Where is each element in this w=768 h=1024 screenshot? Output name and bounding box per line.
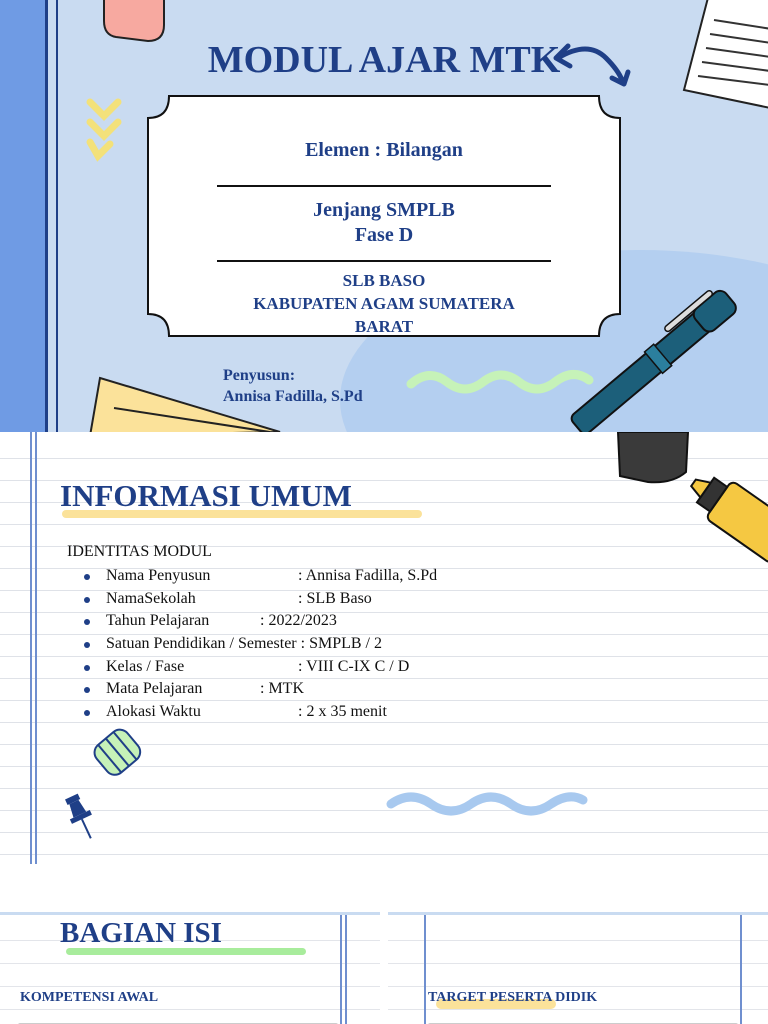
list-item <box>82 701 387 724</box>
fase-label: Fase D <box>354 224 414 246</box>
school-region: KABUPATEN AGAM SUMATERA <box>253 294 515 313</box>
identity-list <box>82 565 438 724</box>
pen-icon <box>560 265 768 432</box>
identitas-label: IDENTITAS MODUL <box>67 543 212 560</box>
kompetensi-awal-label: KOMPETENSI AWAL <box>20 990 159 1005</box>
item-label: Nama Penyusun <box>106 567 211 584</box>
school-region-cont: BARAT <box>354 317 414 336</box>
item-value: : 2 x 35 menit <box>298 703 387 721</box>
cover-slide <box>0 0 768 432</box>
item-value: : Annisa Fadilla, S.Pd <box>298 567 438 584</box>
cover-title: MODUL AJAR MTK <box>207 39 561 81</box>
push-pin-icon <box>64 792 100 842</box>
item-value: : 2022/2023 <box>260 612 337 630</box>
list-item <box>82 610 382 633</box>
item-label: Satuan Pendidikan / Semester <box>106 635 297 653</box>
author-label: Penyusun: <box>223 367 296 384</box>
item-label: NamaSekolah <box>106 589 196 607</box>
title-card <box>147 95 621 337</box>
highlighter-marker-icon <box>612 432 768 572</box>
info-slide <box>0 432 768 864</box>
item-value: : MTK <box>260 680 304 698</box>
margin-line <box>740 915 742 1024</box>
item-value: : SMPLB / 2 <box>296 635 382 653</box>
target-slide <box>388 912 768 1024</box>
item-label: Tahun Pelajaran <box>106 612 210 630</box>
divider <box>217 260 551 262</box>
kompetensi-slide <box>0 912 380 1024</box>
jenjang-label: Jenjang SMPLB <box>313 199 455 221</box>
margin-line <box>424 915 426 1024</box>
item-value: : VIII C-IX C / D <box>298 657 410 675</box>
item-value: : SLB Baso <box>298 589 372 607</box>
margin-line <box>345 915 347 1024</box>
content-slides <box>0 912 768 1024</box>
leaf-doodle-icon <box>90 724 146 782</box>
list-item <box>82 656 410 679</box>
squiggle-doodle-icon <box>385 790 590 820</box>
author-name: Annisa Fadilla, S.Pd <box>223 388 363 405</box>
margin-line <box>35 432 37 864</box>
list-item <box>82 678 382 701</box>
notepad-icon <box>80 372 300 432</box>
list-item <box>82 588 382 611</box>
item-label: Alokasi Waktu <box>106 703 201 721</box>
margin-line <box>30 432 32 864</box>
list-item <box>82 565 438 588</box>
bagian-isi-heading: BAGIAN ISI <box>60 917 222 949</box>
chevron-doodle-icon <box>84 96 128 166</box>
target-peserta-label: TARGET PESERTA DIDIK <box>428 990 598 1005</box>
list-item <box>82 633 382 656</box>
margin-line <box>340 915 342 1024</box>
school-name: SLB BASO <box>342 271 426 290</box>
divider <box>217 185 551 187</box>
item-label: Mata Pelajaran <box>106 680 203 698</box>
curved-arrow-icon <box>548 36 638 88</box>
item-label: Kelas / Fase <box>106 657 185 675</box>
elemen-label: Elemen : Bilangan <box>305 139 463 161</box>
info-heading: INFORMASI UMUM <box>60 478 352 513</box>
